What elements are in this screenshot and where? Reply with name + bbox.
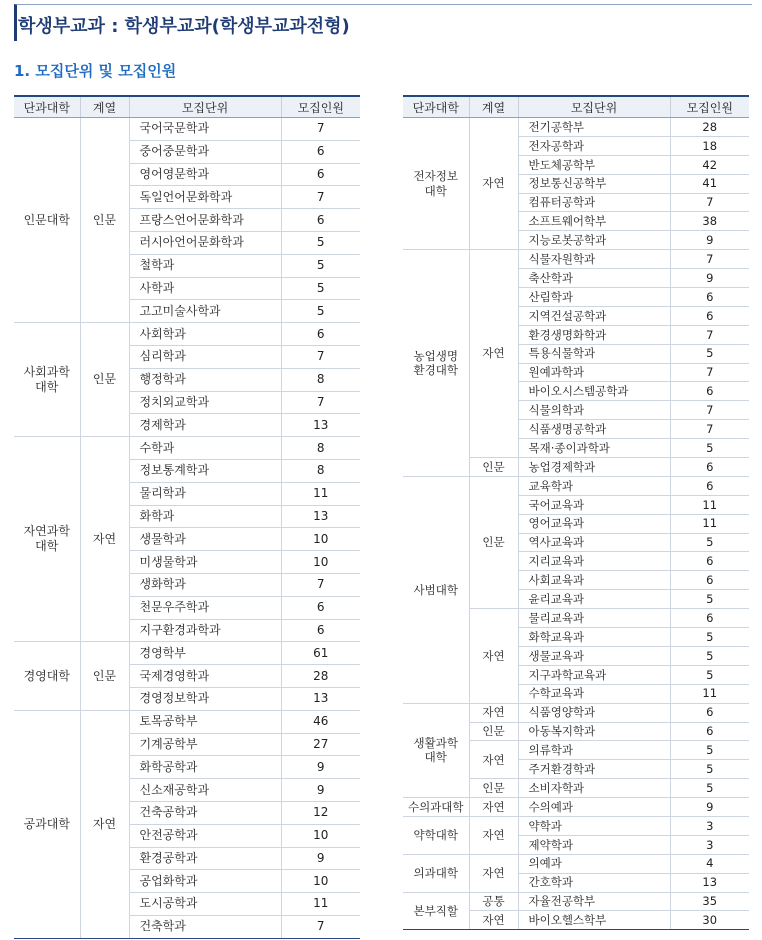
unit-name: 심리학과 — [129, 345, 281, 368]
unit-name: 수학과 — [129, 437, 281, 460]
college-name: 전자정보 대학 — [403, 118, 469, 250]
unit-name: 경영정보학과 — [129, 687, 281, 710]
unit-name: 지구환경과학과 — [129, 619, 281, 642]
unit-count: 5 — [670, 741, 749, 760]
unit-name: 간호학과 — [518, 873, 670, 892]
unit-count: 4 — [670, 854, 749, 873]
unit-count: 7 — [670, 250, 749, 269]
unit-count: 5 — [670, 779, 749, 798]
unit-name: 생물학과 — [129, 528, 281, 551]
unit-count: 5 — [670, 628, 749, 647]
unit-count: 6 — [281, 163, 360, 186]
unit-count: 9 — [281, 847, 360, 870]
college-name: 의과대학 — [403, 854, 469, 892]
table-row — [14, 323, 360, 346]
unit-count: 11 — [670, 684, 749, 703]
unit-count: 3 — [670, 816, 749, 835]
unit-name: 물리학과 — [129, 482, 281, 505]
track-name: 인문 — [469, 722, 518, 741]
track-name: 자연 — [469, 609, 518, 703]
table-row — [403, 476, 749, 495]
unit-count: 7 — [281, 186, 360, 209]
table-row — [403, 118, 749, 137]
unit-count: 6 — [670, 609, 749, 628]
unit-count: 9 — [670, 798, 749, 817]
unit-name: 원예과학과 — [518, 363, 670, 382]
unit-count: 7 — [281, 345, 360, 368]
page-title: 학생부교과 : 학생부교과(학생부교과전형) — [18, 16, 350, 37]
unit-count: 5 — [670, 646, 749, 665]
unit-name: 천문우주학과 — [129, 596, 281, 619]
unit-name: 미생물학과 — [129, 551, 281, 574]
unit-name: 자율전공학부 — [518, 892, 670, 911]
unit-name: 지능로봇공학과 — [518, 231, 670, 250]
unit-count: 6 — [670, 306, 749, 325]
unit-name: 수의예과 — [518, 798, 670, 817]
college-name: 생활과학 대학 — [403, 703, 469, 797]
track-name: 자연 — [469, 911, 518, 930]
college-name: 사회과학 대학 — [14, 323, 80, 437]
unit-count: 5 — [670, 344, 749, 363]
unit-name: 건축공학과 — [129, 801, 281, 824]
unit-name: 안전공학과 — [129, 824, 281, 847]
unit-count: 8 — [281, 368, 360, 391]
track-name: 자연 — [469, 816, 518, 854]
header-track: 계열 — [80, 96, 129, 118]
unit-name: 정보통신공학부 — [518, 174, 670, 193]
unit-name: 교육학과 — [518, 476, 670, 495]
unit-name: 신소재공학과 — [129, 779, 281, 802]
unit-count: 28 — [281, 665, 360, 688]
unit-name: 화학과 — [129, 505, 281, 528]
unit-count: 6 — [670, 382, 749, 401]
unit-count: 7 — [281, 915, 360, 938]
unit-count: 11 — [281, 482, 360, 505]
unit-count: 11 — [281, 893, 360, 916]
unit-name: 지역건설공학과 — [518, 306, 670, 325]
unit-count: 6 — [670, 703, 749, 722]
track-name: 인문 — [469, 779, 518, 798]
unit-count: 27 — [281, 733, 360, 756]
unit-name: 국어국문학과 — [129, 118, 281, 141]
track-name: 인문 — [80, 323, 129, 437]
unit-count: 9 — [670, 231, 749, 250]
unit-name: 지구과학교육과 — [518, 665, 670, 684]
header-college: 단과대학 — [403, 96, 469, 118]
unit-name: 지리교육과 — [518, 552, 670, 571]
unit-name: 경제학과 — [129, 414, 281, 437]
unit-count: 5 — [281, 300, 360, 323]
track-name: 자연 — [80, 437, 129, 642]
unit-name: 경영학부 — [129, 642, 281, 665]
table-row — [14, 642, 360, 665]
unit-name: 물리교육과 — [518, 609, 670, 628]
track-name: 인문 — [80, 642, 129, 710]
unit-count: 13 — [281, 505, 360, 528]
unit-count: 13 — [281, 687, 360, 710]
unit-name: 바이오시스템공학과 — [518, 382, 670, 401]
unit-count: 5 — [670, 533, 749, 552]
unit-name: 사회교육과 — [518, 571, 670, 590]
unit-count: 38 — [670, 212, 749, 231]
unit-count: 8 — [281, 459, 360, 482]
unit-count: 9 — [281, 779, 360, 802]
unit-count: 35 — [670, 892, 749, 911]
unit-name: 의예과 — [518, 854, 670, 873]
track-name: 자연 — [469, 250, 518, 458]
unit-count: 13 — [281, 414, 360, 437]
unit-name: 정치외교학과 — [129, 391, 281, 414]
unit-name: 국어교육과 — [518, 495, 670, 514]
unit-name: 중어중문학과 — [129, 140, 281, 163]
track-name: 공통 — [469, 892, 518, 911]
unit-name: 특용식물학과 — [518, 344, 670, 363]
track-name: 인문 — [80, 118, 129, 323]
unit-name: 산림학과 — [518, 288, 670, 307]
unit-name: 바이오헬스학부 — [518, 911, 670, 930]
unit-count: 6 — [670, 571, 749, 590]
table-header-row — [403, 96, 749, 118]
unit-count: 6 — [670, 288, 749, 307]
unit-name: 주거환경학과 — [518, 760, 670, 779]
unit-count: 11 — [670, 514, 749, 533]
unit-name: 전기공학부 — [518, 118, 670, 137]
unit-name: 고고미술사학과 — [129, 300, 281, 323]
college-name: 농업생명 환경대학 — [403, 250, 469, 477]
header-unit: 모집단위 — [129, 96, 281, 118]
unit-count: 7 — [670, 325, 749, 344]
unit-name: 기계공학부 — [129, 733, 281, 756]
unit-name: 독일언어문화학과 — [129, 186, 281, 209]
unit-name: 소비자학과 — [518, 779, 670, 798]
college-name: 사범대학 — [403, 476, 469, 703]
table-row — [14, 437, 360, 460]
header-count: 모집인원 — [281, 96, 360, 118]
unit-name: 러시아언어문화학과 — [129, 231, 281, 254]
track-name: 인문 — [469, 458, 518, 477]
unit-name: 토목공학부 — [129, 710, 281, 733]
unit-name: 영어교육과 — [518, 514, 670, 533]
unit-count: 8 — [281, 437, 360, 460]
table-row — [14, 710, 360, 733]
track-name: 자연 — [80, 710, 129, 938]
header-track: 계열 — [469, 96, 518, 118]
track-name: 자연 — [469, 741, 518, 779]
admission-table-left — [14, 95, 360, 939]
table-row — [403, 854, 749, 873]
college-name: 수의과대학 — [403, 798, 469, 817]
table-row — [403, 892, 749, 911]
college-name: 자연과학 대학 — [14, 437, 80, 642]
unit-name: 건축학과 — [129, 915, 281, 938]
unit-name: 사학과 — [129, 277, 281, 300]
table-header-row — [14, 96, 360, 118]
unit-name: 환경공학과 — [129, 847, 281, 870]
unit-count: 30 — [670, 911, 749, 930]
unit-count: 6 — [281, 140, 360, 163]
track-name: 인문 — [469, 476, 518, 608]
unit-name: 수학교육과 — [518, 684, 670, 703]
unit-name: 약학과 — [518, 816, 670, 835]
unit-count: 6 — [670, 458, 749, 477]
unit-count: 10 — [281, 528, 360, 551]
unit-count: 10 — [281, 551, 360, 574]
unit-name: 생화학과 — [129, 573, 281, 596]
unit-name: 화학공학과 — [129, 756, 281, 779]
unit-count: 42 — [670, 155, 749, 174]
college-name: 본부직할 — [403, 892, 469, 930]
unit-count: 10 — [281, 824, 360, 847]
unit-count: 6 — [281, 619, 360, 642]
unit-name: 행정학과 — [129, 368, 281, 391]
unit-name: 철학과 — [129, 254, 281, 277]
unit-name: 정보통계학과 — [129, 459, 281, 482]
unit-name: 프랑스언어문화학과 — [129, 209, 281, 232]
table-row — [14, 118, 360, 141]
unit-count: 7 — [670, 193, 749, 212]
table-row — [403, 250, 749, 269]
unit-count: 7 — [281, 391, 360, 414]
unit-name: 환경생명화학과 — [518, 325, 670, 344]
table-row — [403, 816, 749, 835]
unit-name: 도시공학과 — [129, 893, 281, 916]
unit-count: 18 — [670, 136, 749, 155]
unit-count: 9 — [670, 269, 749, 288]
section-title: 1. 모집단위 및 모집인원 — [14, 62, 177, 80]
unit-count: 5 — [281, 277, 360, 300]
unit-count: 5 — [670, 760, 749, 779]
unit-count: 46 — [281, 710, 360, 733]
unit-name: 제약학과 — [518, 835, 670, 854]
header-unit: 모집단위 — [518, 96, 670, 118]
unit-name: 공업화학과 — [129, 870, 281, 893]
unit-count: 28 — [670, 118, 749, 137]
unit-count: 41 — [670, 174, 749, 193]
unit-count: 9 — [281, 756, 360, 779]
track-name: 자연 — [469, 854, 518, 892]
track-name: 자연 — [469, 798, 518, 817]
unit-name: 농업경제학과 — [518, 458, 670, 477]
unit-count: 5 — [670, 439, 749, 458]
unit-name: 역사교육과 — [518, 533, 670, 552]
unit-name: 식품생명공학과 — [518, 420, 670, 439]
unit-name: 사회학과 — [129, 323, 281, 346]
unit-count: 5 — [670, 590, 749, 609]
unit-count: 7 — [670, 420, 749, 439]
unit-count: 6 — [281, 323, 360, 346]
unit-count: 5 — [281, 231, 360, 254]
unit-name: 윤리교육과 — [518, 590, 670, 609]
unit-count: 6 — [670, 722, 749, 741]
unit-name: 아동복지학과 — [518, 722, 670, 741]
unit-count: 6 — [281, 209, 360, 232]
unit-name: 식물의학과 — [518, 401, 670, 420]
table-row — [403, 703, 749, 722]
admission-table-right — [403, 95, 749, 930]
unit-name: 컴퓨터공학과 — [518, 193, 670, 212]
unit-name: 식품영양학과 — [518, 703, 670, 722]
track-name: 자연 — [469, 703, 518, 722]
unit-count: 7 — [670, 401, 749, 420]
unit-count: 6 — [670, 552, 749, 571]
unit-count: 6 — [670, 476, 749, 495]
unit-name: 생물교육과 — [518, 646, 670, 665]
unit-name: 목재·종이과학과 — [518, 439, 670, 458]
header-count: 모집인원 — [670, 96, 749, 118]
unit-count: 13 — [670, 873, 749, 892]
unit-name: 소프트웨어학부 — [518, 212, 670, 231]
unit-count: 7 — [281, 118, 360, 141]
unit-count: 61 — [281, 642, 360, 665]
college-name: 경영대학 — [14, 642, 80, 710]
unit-count: 12 — [281, 801, 360, 824]
unit-name: 화학교육과 — [518, 628, 670, 647]
unit-name: 의류학과 — [518, 741, 670, 760]
unit-count: 10 — [281, 870, 360, 893]
unit-name: 전자공학과 — [518, 136, 670, 155]
unit-count: 5 — [670, 665, 749, 684]
unit-name: 영어영문학과 — [129, 163, 281, 186]
college-name: 약학대학 — [403, 816, 469, 854]
unit-name: 식물자원학과 — [518, 250, 670, 269]
header-college: 단과대학 — [14, 96, 80, 118]
unit-count: 3 — [670, 835, 749, 854]
unit-name: 축산학과 — [518, 269, 670, 288]
unit-count: 7 — [281, 573, 360, 596]
track-name: 자연 — [469, 118, 518, 250]
table-row — [403, 798, 749, 817]
unit-name: 반도체공학부 — [518, 155, 670, 174]
unit-count: 11 — [670, 495, 749, 514]
college-name: 공과대학 — [14, 710, 80, 938]
college-name: 인문대학 — [14, 118, 80, 323]
unit-name: 국제경영학과 — [129, 665, 281, 688]
unit-count: 6 — [281, 596, 360, 619]
unit-count: 7 — [670, 363, 749, 382]
unit-count: 5 — [281, 254, 360, 277]
